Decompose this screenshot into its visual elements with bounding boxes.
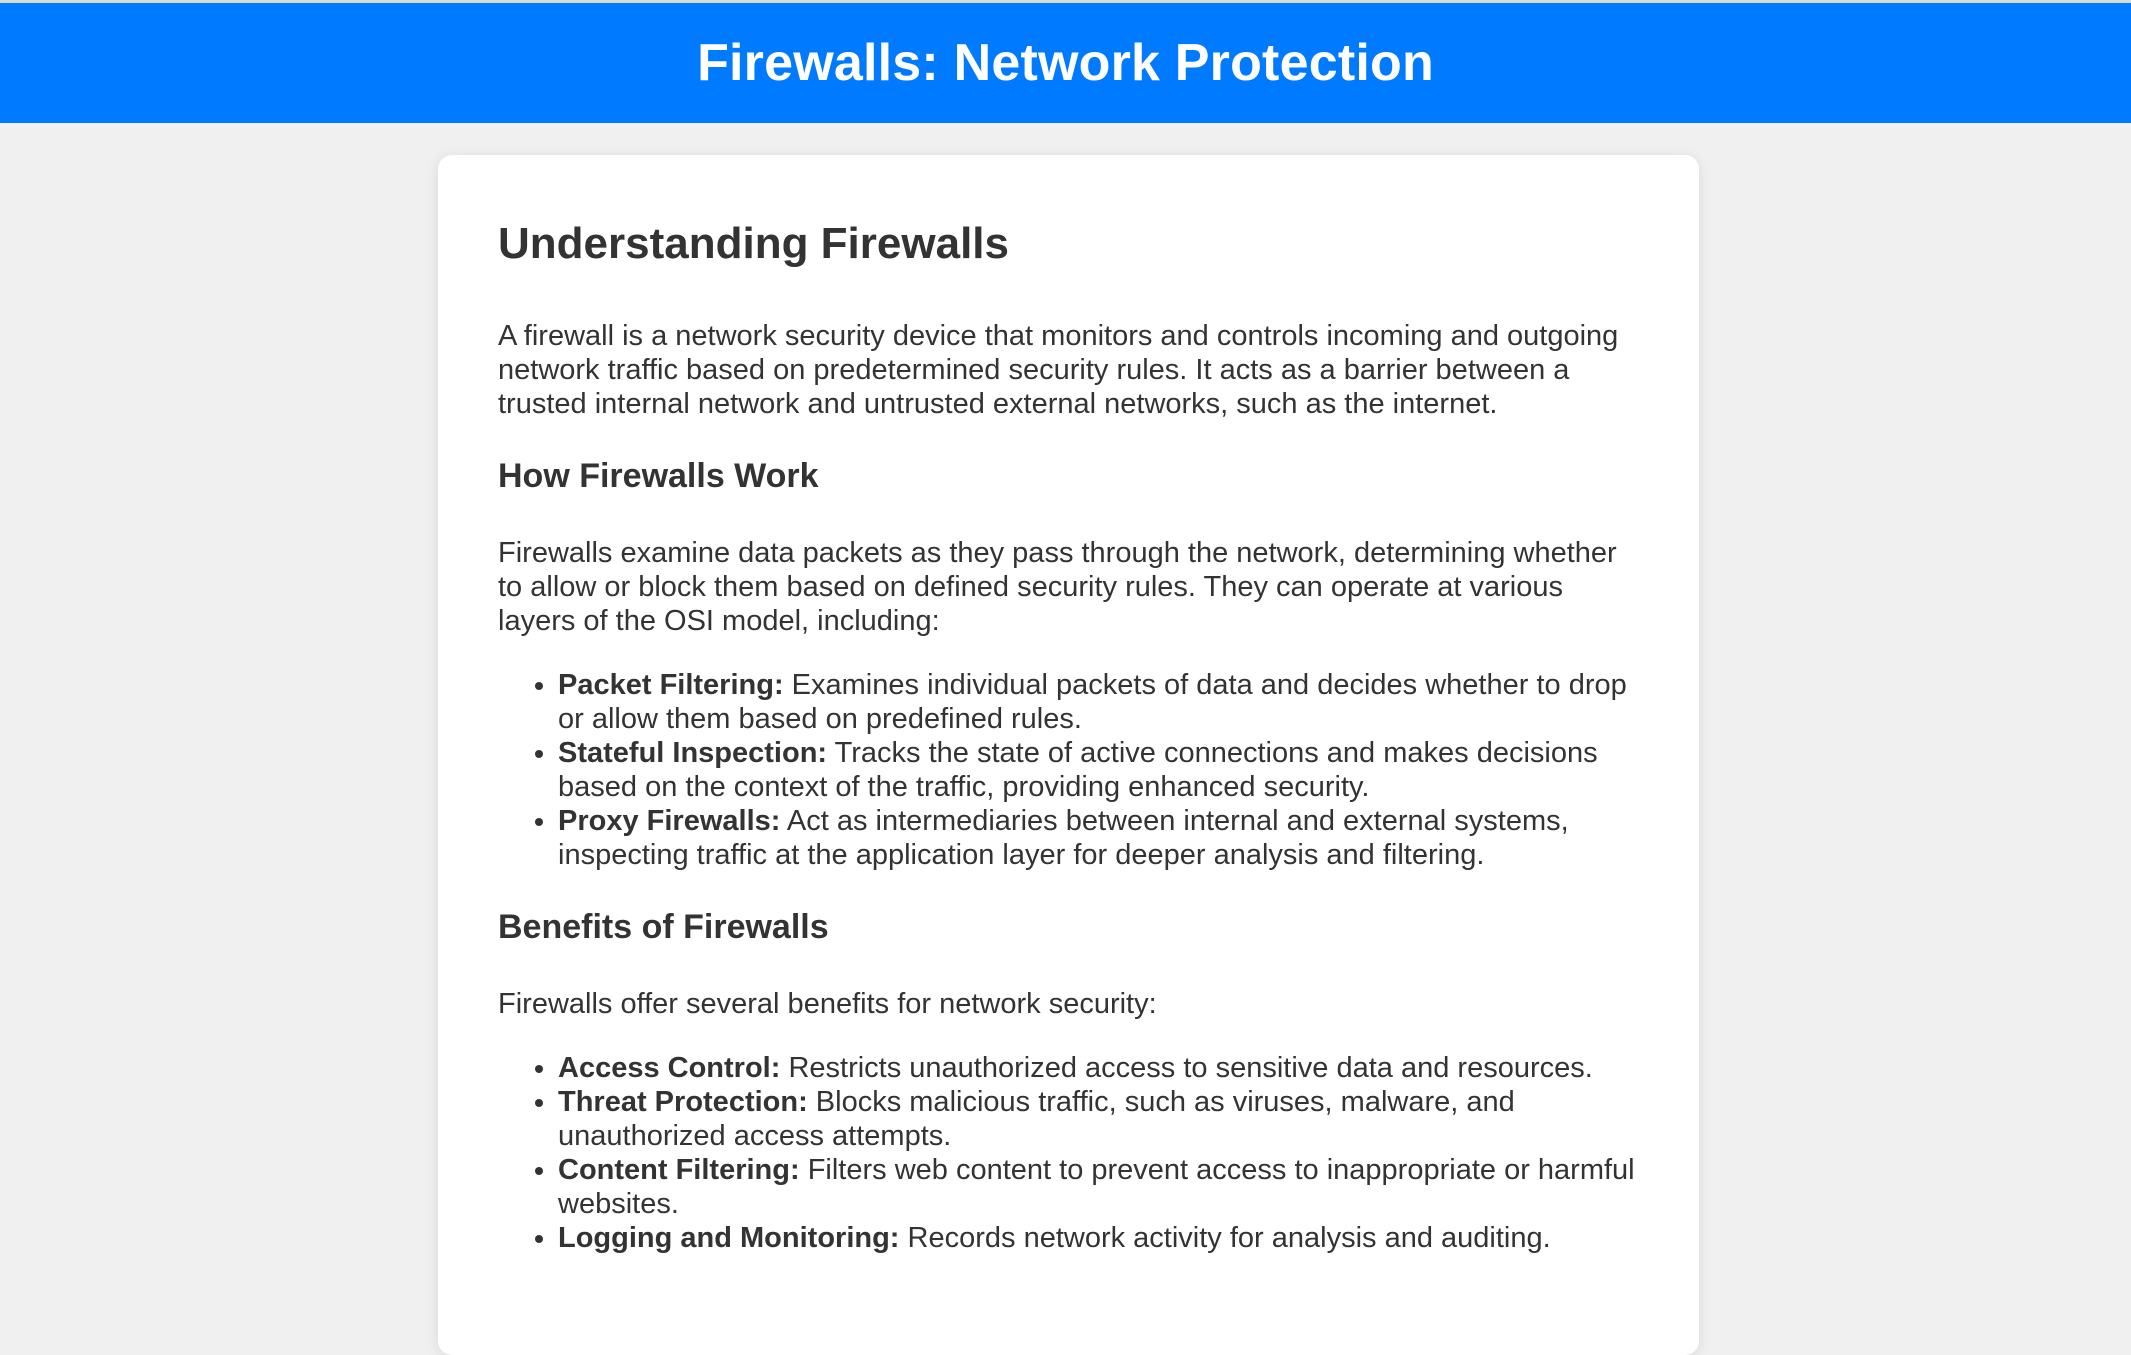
list-item-term: Packet Filtering: — [558, 669, 784, 701]
section-how-firewalls-work — [498, 457, 1639, 872]
intro-paragraph: A firewall is a network security device that monitors and controls incoming and outgoing network traffic based on predetermined security rules. It acts as a barrier between a trusted internal network and untrusted external networks, such as the internet. — [498, 320, 1619, 420]
section-paragraph: Firewalls examine data packets as they pass through the network, determining whether to allow or block them based on defined security rules. They can operate at various layers of the OSI model, including: — [498, 537, 1617, 637]
list-item-desc: Tracks the state of active connections and makes decisions based on the context of the traffic, providing enhanced security. — [558, 737, 1598, 803]
list-item — [558, 1051, 1639, 1085]
list-item-desc: Restricts unauthorized access to sensitive data and resources. — [780, 1052, 1593, 1084]
list-item — [558, 1153, 1639, 1221]
list-item-term: Logging and Monitoring: — [558, 1222, 900, 1254]
list-item-term: Threat Protection: — [558, 1086, 808, 1118]
list-item — [558, 1221, 1639, 1255]
list-item — [558, 736, 1639, 804]
page-title: Firewalls: Network Protection — [697, 34, 1434, 92]
section-paragraph: Firewalls offer several benefits for network security: — [498, 988, 1157, 1020]
list-item-term: Content Filtering: — [558, 1154, 800, 1186]
list-item-desc: Examines individual packets of data and decides whether to drop or allow them based on predefined rules. — [558, 669, 1627, 735]
main-heading: Understanding Firewalls — [498, 219, 1009, 268]
list-item — [558, 668, 1639, 736]
firewall-types-list — [498, 668, 1639, 872]
list-item-desc: Records network activity for analysis and auditing. — [899, 1222, 1551, 1254]
list-item — [558, 1085, 1639, 1153]
benefits-list — [498, 1051, 1639, 1255]
list-item-term: Access Control: — [558, 1052, 781, 1084]
list-item-desc: Filters web content to prevent access to inappropriate or harmful websites. — [558, 1154, 1635, 1220]
page-header — [0, 3, 2131, 123]
section-benefits — [498, 908, 1639, 1255]
list-item-desc: Act as intermediaries between internal and external systems, inspecting traffic at the application layer for deeper analysis and filtering. — [558, 805, 1569, 871]
list-item-term: Proxy Firewalls: — [558, 805, 781, 837]
section-heading: Benefits of Firewalls — [498, 908, 829, 946]
list-item-desc: Blocks malicious traffic, such as viruses, malware, and unauthorized access attempts. — [558, 1086, 1515, 1152]
section-heading: How Firewalls Work — [498, 457, 819, 495]
content-card — [438, 155, 1699, 1355]
list-item-term: Stateful Inspection: — [558, 737, 828, 769]
list-item — [558, 804, 1639, 872]
